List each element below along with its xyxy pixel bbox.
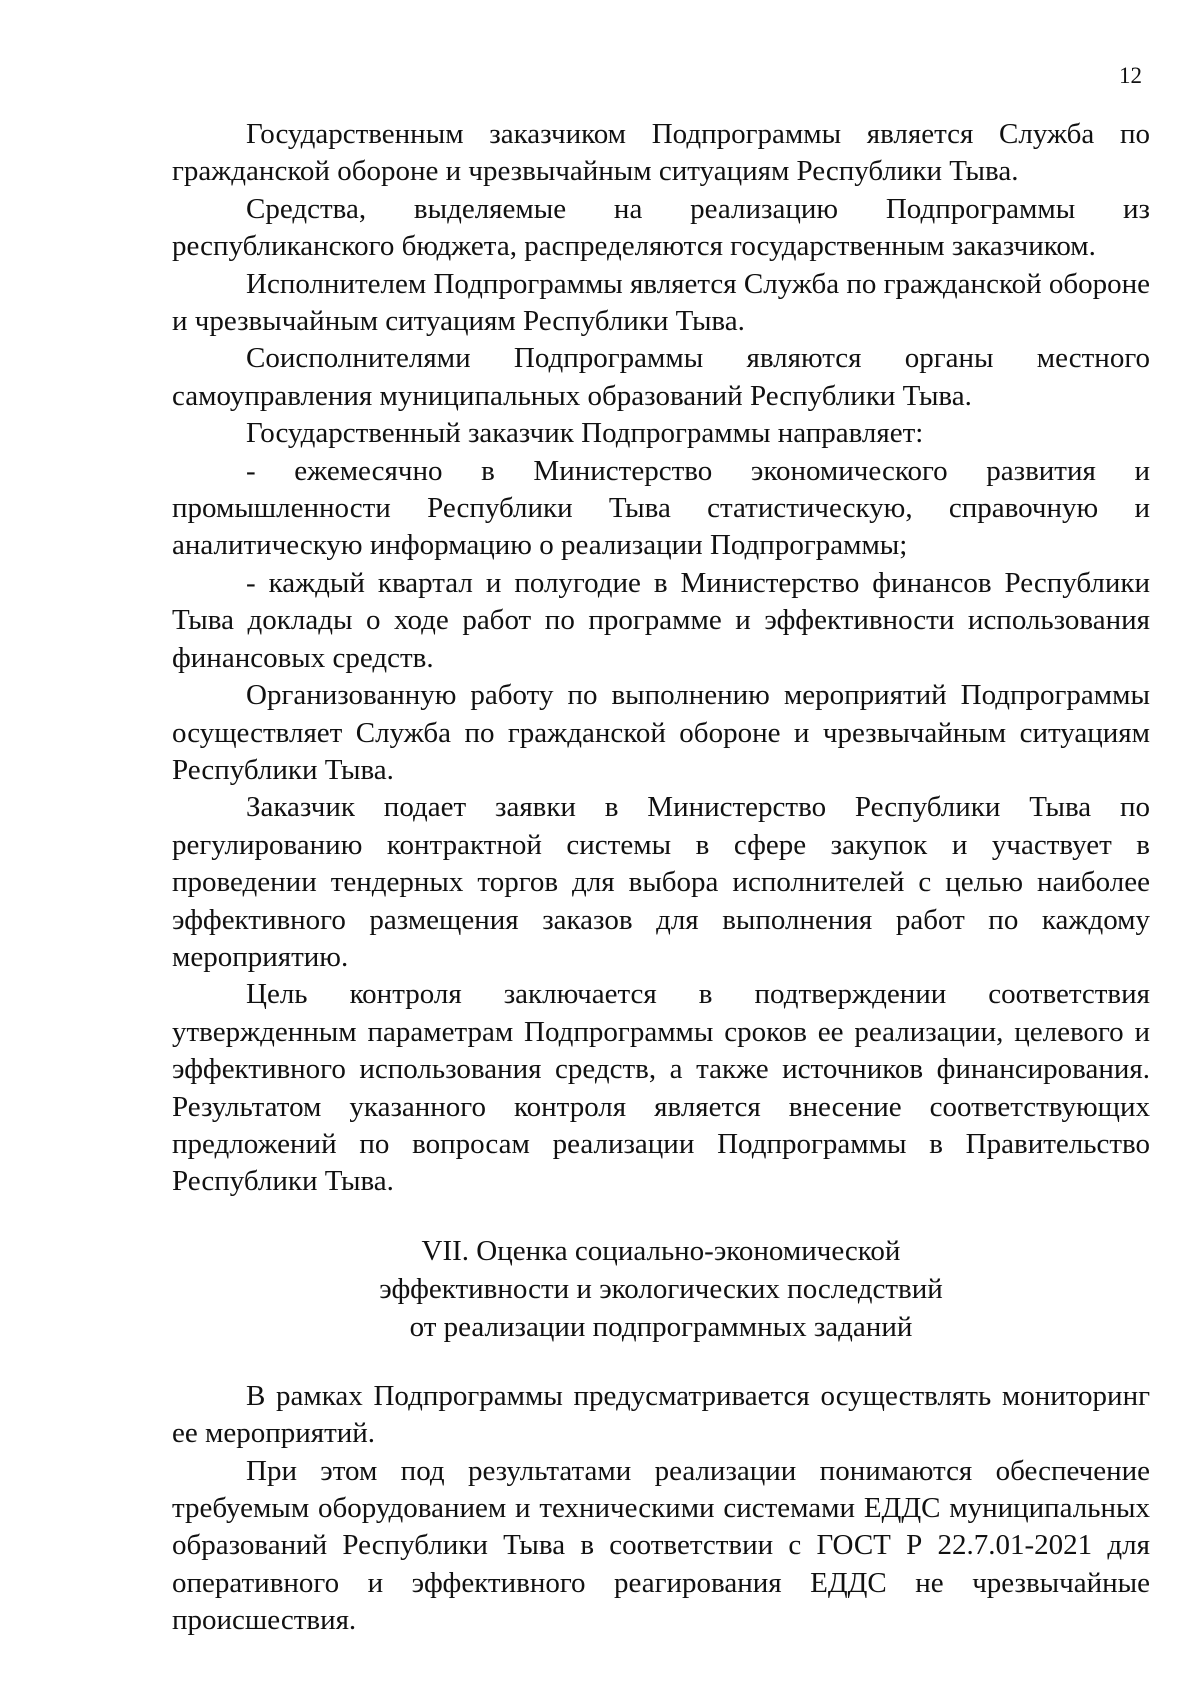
paragraph-executor: Исполнителем Подпрограммы является Служба по гражданской обороне и чрезвычайным ситуациям Республики Тыва.	[172, 267, 1150, 338]
paragraph-monitoring: В рамках Подпрограммы предусматривается осуществлять мониторинг ее мероприятий.	[172, 1379, 1150, 1450]
section-heading-line-3: от реализации подпрограммных заданий	[409, 1310, 913, 1343]
paragraph-control-purpose: Цель контроля заключается в подтверждении соответствия утвержденным параметрам Подпрограммы сроков ее реализации, целевого и эффективного использования средств, а также источников финансирования. Результатом указанного контроля является внесение соответствующих предложений по вопросам реализации Подпрограммы в Правительство Республики Тыва.	[172, 978, 1150, 1198]
document-body	[172, 116, 1150, 1640]
paragraph-budget-funds: Средства, выделяемые на реализацию Подпрограммы из республиканского бюджета, распределяются государственным заказчиком.	[172, 192, 1150, 263]
section-heading	[172, 1232, 1150, 1346]
section-heading-line-1: VII. Оценка социально-экономической	[421, 1234, 901, 1267]
paragraph-co-executors: Соисполнителями Подпрограммы являются органы местного самоуправления муниципальных образований Республики Тыва.	[172, 342, 1150, 412]
paragraph-tender-applications: Заказчик подает заявки в Министерство Республики Тыва по регулированию контрактной системы в сфере закупок и участвует в проведении тендерных торгов для выбора исполнителей с целью наиболее эффективного размещения заказов для выполнения работ по каждому мероприятию.	[172, 791, 1150, 973]
paragraph-state-customer: Государственным заказчиком Подпрограммы является Служба по гражданской обороне и чрезвычайным ситуациям Республики Тыва.	[172, 118, 1150, 188]
paragraph-organized-work: Организованную работу по выполнению мероприятий Подпрограммы осуществляет Служба по гражданской обороне и чрезвычайным ситуациям Республики Тыва.	[172, 679, 1150, 786]
paragraph-monthly-report: - ежемесячно в Министерство экономического развития и промышленности Республики Тыва статистическую, справочную и аналитическую информацию о реализации Подпрограммы;	[172, 454, 1150, 562]
paragraph-results: При этом под результатами реализации понимаются обеспечение требуемым оборудованием и техническими системами ЕДДС муниципальных образований Республики Тыва в соответствии с ГОСТ Р 22.7.01-2021 для оперативного и эффективного реагирования ЕДДС не чрезвычайные происшествия.	[172, 1454, 1150, 1637]
section-heading-line-2: эффективности и экологических последствий	[379, 1272, 943, 1305]
paragraph-quarterly-report: - каждый квартал и полугодие в Министерство финансов Республики Тыва доклады о ходе работ по программе и эффективности использования финансовых средств.	[172, 566, 1150, 674]
page-number: 12	[1119, 63, 1142, 88]
paragraph-customer-sends: Государственный заказчик Подпрограммы направляет:	[246, 417, 924, 450]
